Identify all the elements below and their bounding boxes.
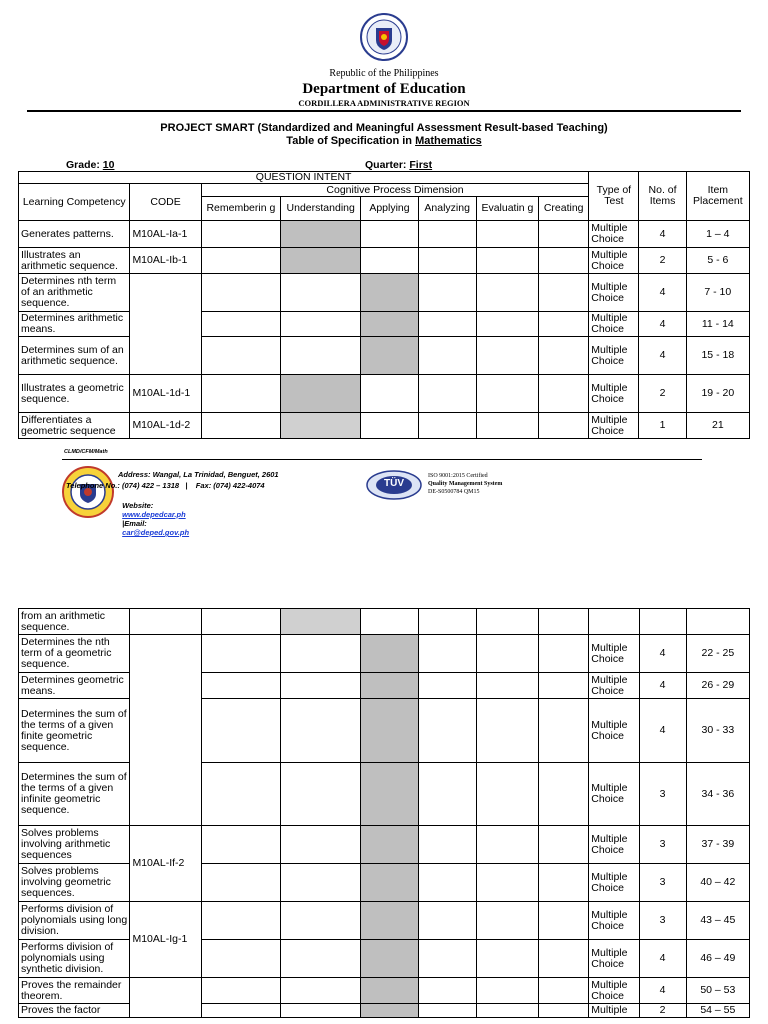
type-cell: Multiple Choice: [589, 248, 639, 274]
competency-cell: Determines the sum of the terms of a given finite geometric sequence.: [19, 699, 130, 763]
placement-cell: 54 – 55: [686, 1004, 749, 1018]
shaded-cell: [361, 274, 418, 312]
code-cell: [130, 274, 201, 375]
table-row: [19, 864, 750, 902]
type-cell: Multiple Choice: [589, 902, 639, 940]
type-of-test-header: Type of Test: [589, 172, 639, 221]
items-cell: 4: [639, 940, 686, 978]
code-cell: M10AL-Ia-1: [130, 221, 201, 248]
placement-cell: 7 - 10: [686, 274, 749, 312]
placement-cell: 19 - 20: [686, 375, 749, 413]
type-cell: Multiple Choice: [589, 413, 639, 439]
placement-cell: 40 – 42: [686, 864, 749, 902]
applying-header: Applying: [361, 197, 418, 221]
competency-cell: Illustrates a geometric sequence.: [19, 375, 130, 413]
items-cell: 3: [639, 864, 686, 902]
table-row: [19, 1004, 750, 1018]
placement-cell: 15 - 18: [686, 337, 749, 375]
question-intent-header: QUESTION INTENT: [19, 172, 589, 184]
address-line: Address: Wangal, La Trinidad, Benguet, 2601: [118, 470, 279, 479]
shaded-cell: [361, 337, 418, 375]
grade-value: 10: [102, 159, 115, 171]
specification-table: [18, 171, 750, 439]
competency-cell: Performs division of polynomials using synthetic division.: [19, 940, 130, 978]
shaded-cell: [281, 375, 361, 413]
remembering-header: Rememberin g: [201, 197, 280, 221]
learning-competency-header: Learning Competency: [19, 184, 130, 221]
items-cell: 2: [639, 1004, 686, 1018]
tuv-text: TÜV: [384, 478, 404, 489]
shaded-cell: [361, 1004, 418, 1018]
code-cell: M10AL-Ig-1: [130, 902, 201, 978]
deped-car-logo: [62, 466, 114, 518]
placement-cell: 46 – 49: [686, 940, 749, 978]
region-line: CORDILLERA ADMINISTRATIVE REGION: [298, 98, 470, 108]
shaded-cell: [281, 413, 361, 439]
shaded-cell: [361, 940, 418, 978]
shaded-cell: [361, 635, 418, 673]
competency-cell: Performs division of polynomials using long division.: [19, 902, 130, 940]
email-label: |Email:: [122, 519, 147, 528]
items-cell: 1: [639, 413, 686, 439]
table-row: [19, 699, 750, 763]
placement-cell: 43 – 45: [686, 902, 749, 940]
type-cell: Multiple Choice: [589, 274, 639, 312]
items-cell: 4: [639, 337, 686, 375]
code-cell: [130, 609, 201, 635]
items-cell: 4: [639, 312, 686, 337]
competency-cell: Solves problems involving arithmetic sequences: [19, 826, 130, 864]
code-cell: M10AL-Ib-1: [130, 248, 201, 274]
items-cell: 4: [639, 274, 686, 312]
competency-cell: Solves problems involving geometric sequences.: [19, 864, 130, 902]
items-cell: 4: [639, 699, 686, 763]
website-label: Website:: [122, 501, 154, 510]
items-cell: 4: [639, 635, 686, 673]
no-of-items-header: No. of Items: [639, 172, 686, 221]
shaded-cell: [361, 673, 418, 699]
placement-cell: 26 - 29: [686, 673, 749, 699]
type-cell: Multiple Choice: [589, 826, 639, 864]
type-cell: Multiple Choice: [589, 978, 639, 1004]
analyzing-header: Analyzing: [418, 197, 476, 221]
competency-cell: Illustrates an arithmetic sequence.: [19, 248, 130, 274]
creating-header: Creating: [539, 197, 589, 221]
iso-line-1: ISO 9001:2015 Certified: [428, 473, 488, 479]
quarter-field: [365, 159, 432, 171]
type-cell: [589, 609, 639, 635]
tuv-logo: [366, 470, 422, 500]
competency-cell: Determines geometric means.: [19, 673, 130, 699]
competency-cell: Proves the remainder theorem.: [19, 978, 130, 1004]
cid-label: CLMD/CFM/Math: [64, 449, 108, 455]
table-row: [19, 940, 750, 978]
shaded-cell: [281, 221, 361, 248]
shaded-cell: [361, 699, 418, 763]
iso-line-3: DE-S0500784 QM15: [428, 489, 480, 495]
type-cell: Multiple: [589, 1004, 639, 1018]
country-line: Republic of the Philippines: [329, 68, 439, 79]
table-row: [19, 978, 750, 1004]
department-title: Department of Education: [302, 81, 466, 97]
footer-rule: [62, 459, 702, 460]
telephone-line: Telephone No.: (074) 422 – 1318 | Fax: (074) 422-4074: [66, 481, 265, 490]
placement-cell: 37 - 39: [686, 826, 749, 864]
placement-cell: 5 - 6: [686, 248, 749, 274]
table-row: [19, 673, 750, 699]
shaded-cell: [361, 763, 418, 826]
type-cell: Multiple Choice: [589, 337, 639, 375]
code-cell: [130, 635, 201, 826]
specification-table-continued: [18, 608, 750, 1018]
quarter-value: First: [409, 159, 433, 171]
competency-cell: Determines sum of an arithmetic sequence.: [19, 337, 130, 375]
table-row: [19, 763, 750, 826]
tos-subject: Mathematics: [415, 135, 482, 147]
placement-cell: 1 – 4: [686, 221, 749, 248]
tos-prefix: Table of Specification in: [286, 135, 412, 147]
type-cell: Multiple Choice: [589, 221, 639, 248]
table-row: [19, 337, 750, 375]
code-cell: M10AL-1d-1: [130, 375, 201, 413]
items-cell: [639, 609, 686, 635]
type-cell: Multiple Choice: [589, 375, 639, 413]
items-cell: 2: [639, 248, 686, 274]
quarter-label: Quarter:: [365, 159, 407, 171]
shaded-cell: [361, 312, 418, 337]
email-link[interactable]: car@deped.gov.ph: [122, 528, 190, 537]
table-row: [19, 635, 750, 673]
code-cell: M10AL-1d-2: [130, 413, 201, 439]
items-cell: 3: [639, 902, 686, 940]
table-row: [19, 312, 750, 337]
project-title: PROJECT SMART (Standardized and Meaningful Assessment Result-based Teaching): [160, 122, 608, 134]
items-cell: 3: [639, 763, 686, 826]
website-line: [118, 492, 189, 537]
table-row: [19, 609, 750, 635]
placement-cell: 11 - 14: [686, 312, 749, 337]
competency-cell: Determines arithmetic means.: [19, 312, 130, 337]
table-row: [19, 375, 750, 413]
iso-line-2: Quality Management System: [428, 481, 503, 487]
type-cell: Multiple Choice: [589, 699, 639, 763]
type-cell: Multiple Choice: [589, 673, 639, 699]
items-cell: 2: [639, 375, 686, 413]
competency-cell: Generates patterns.: [19, 221, 130, 248]
placement-cell: 30 - 33: [686, 699, 749, 763]
shaded-cell: [361, 978, 418, 1004]
competency-cell: Determines the sum of the terms of a given infinite geometric sequence.: [19, 763, 130, 826]
understanding-header: Understanding: [281, 197, 361, 221]
shaded-cell: [281, 609, 361, 635]
competency-cell: Determines nth term of an arithmetic sequence.: [19, 274, 130, 312]
code-cell: [130, 978, 201, 1018]
items-cell: 4: [639, 673, 686, 699]
type-cell: Multiple Choice: [589, 940, 639, 978]
header-rule: [27, 110, 741, 112]
code-cell: M10AL-If-2: [130, 826, 201, 902]
item-placement-header: Item Placement: [686, 172, 749, 221]
table-row: [19, 902, 750, 940]
type-cell: Multiple Choice: [589, 864, 639, 902]
website-link[interactable]: www.depedcar.ph: [122, 510, 186, 519]
placement-cell: 34 - 36: [686, 763, 749, 826]
competency-cell: from an arithmetic sequence.: [19, 609, 130, 635]
grade-field: [66, 159, 114, 171]
shaded-cell: [361, 864, 418, 902]
shaded-cell: [281, 248, 361, 274]
evaluating-header: Evaluatin g: [476, 197, 538, 221]
shaded-cell: [361, 902, 418, 940]
items-cell: 4: [639, 978, 686, 1004]
table-row: [19, 221, 750, 248]
items-cell: 4: [639, 221, 686, 248]
type-cell: Multiple Choice: [589, 635, 639, 673]
cognitive-dimension-header: Cognitive Process Dimension: [201, 184, 589, 197]
competency-cell: Differentiates a geometric sequence: [19, 413, 130, 439]
shaded-cell: [361, 826, 418, 864]
placement-cell: 21: [686, 413, 749, 439]
placement-cell: 22 - 25: [686, 635, 749, 673]
placement-cell: 50 – 53: [686, 978, 749, 1004]
placement-cell: [686, 609, 749, 635]
competency-cell: Proves the factor: [19, 1004, 130, 1018]
tos-title: [0, 135, 768, 147]
type-cell: Multiple Choice: [589, 763, 639, 826]
table-row: [19, 826, 750, 864]
items-cell: 3: [639, 826, 686, 864]
code-header: CODE: [130, 184, 201, 221]
table-row: [19, 413, 750, 439]
table-row: [19, 248, 750, 274]
grade-label: Grade:: [66, 159, 100, 171]
table-row: [19, 274, 750, 312]
competency-cell: Determines the nth term of a geometric sequence.: [19, 635, 130, 673]
type-cell: Multiple Choice: [589, 312, 639, 337]
deped-seal: [360, 13, 408, 61]
